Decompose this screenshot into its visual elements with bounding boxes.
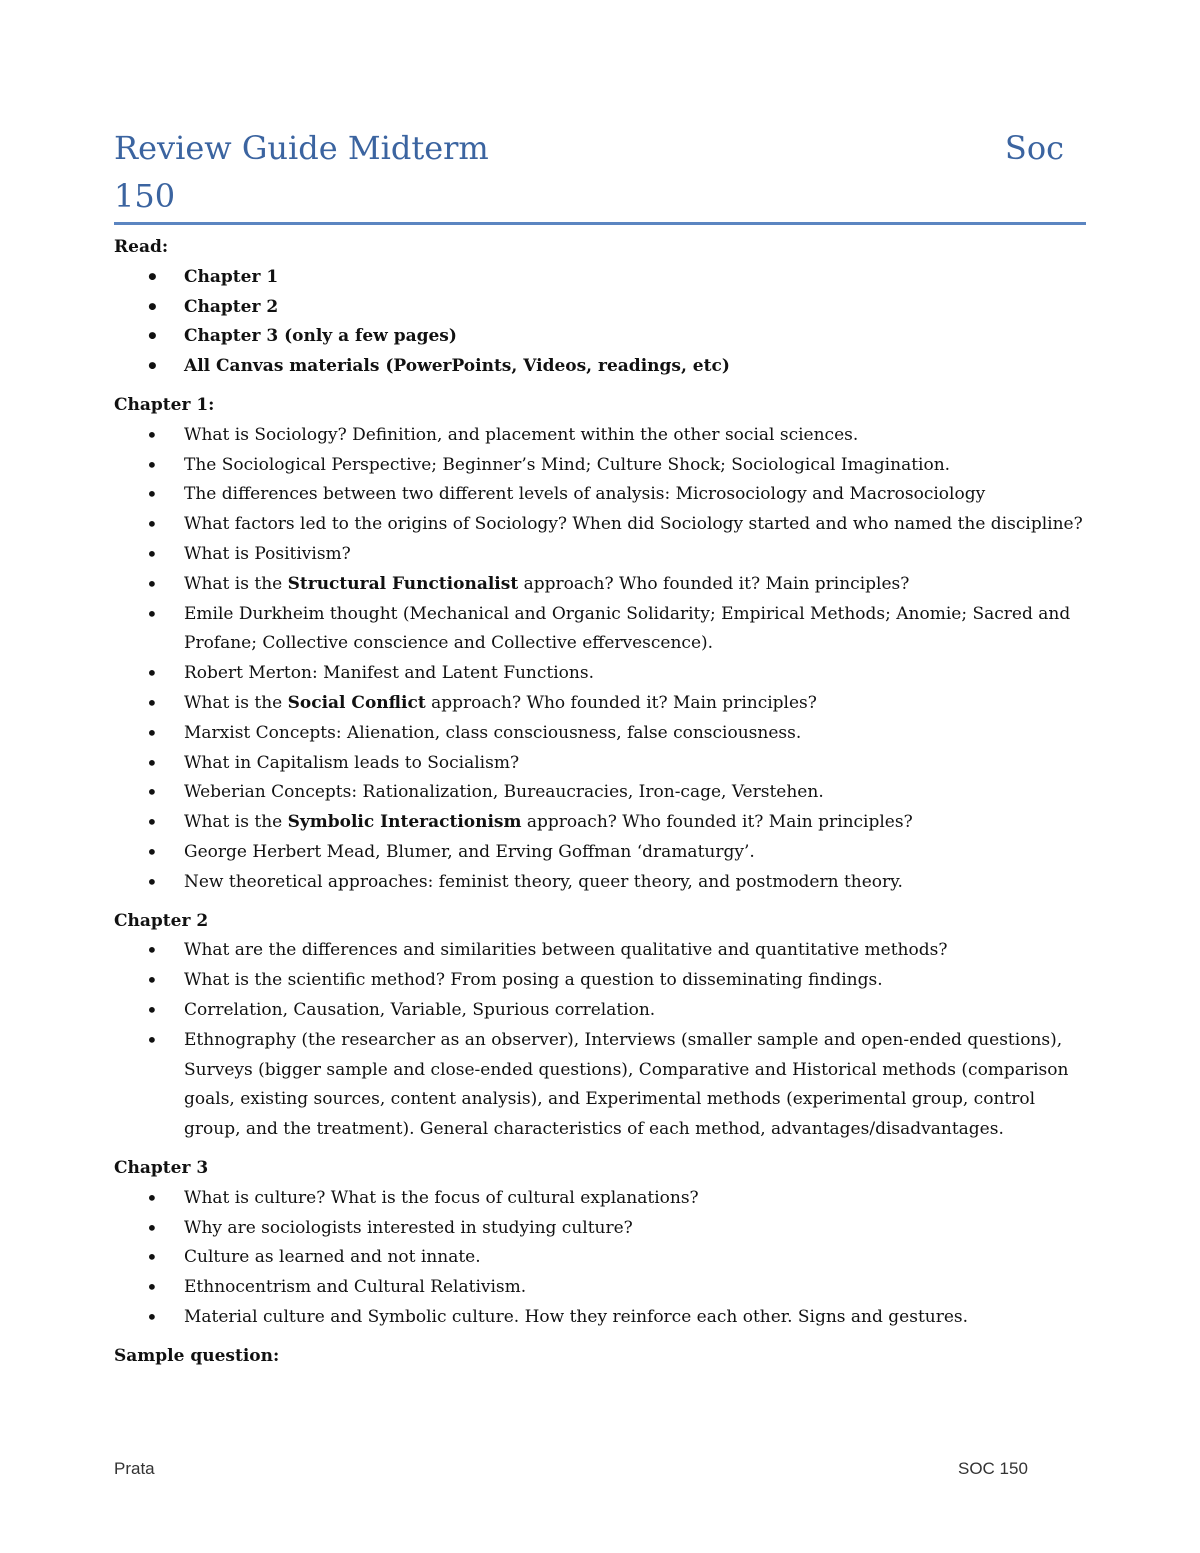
sample-question-heading: Sample question: [114, 1345, 280, 1366]
list-item: • Chapter 3 (only a few pages) [114, 322, 1086, 352]
item-text: What is the [184, 573, 288, 594]
chapter2-list [114, 936, 1086, 1145]
list-item [114, 689, 1086, 719]
chapter1-heading: Chapter 1: [114, 394, 215, 415]
list-item: • What is culture? What is the focus of cultural explanations? [114, 1184, 1086, 1214]
list-item: • What are the differences and similarities between qualitative and quantitative methods? [114, 936, 1086, 966]
title-first-line [114, 124, 1086, 172]
document-title [114, 124, 1086, 225]
item-text: approach? Who founded it? Main principles? [425, 692, 817, 713]
list-item: • Correlation, Causation, Variable, Spurious correlation. [114, 996, 1086, 1026]
symbolic-interactionism-term: Symbolic Interactionism [287, 812, 522, 833]
chapter3-heading: Chapter 3 [114, 1157, 209, 1178]
list-item: • Chapter 2 [114, 293, 1086, 323]
item-text: approach? Who founded it? Main principles? [521, 812, 913, 833]
read-heading: Read: [114, 237, 169, 257]
list-item: • Ethnography (the researcher as an observer), Interviews (smaller sample and open-ended questions), Surveys (bigger sample and close-ended questions), Comparative and Historical methods (comparison goals, existing sources, content analysis), and Experimental methods (experimental group, control group, and the treatment). General characteristics of each method, advantages/disadvantages. [114, 1026, 1086, 1145]
list-item: • George Herbert Mead, Blumer, and Erving Goffman ‘dramaturgy’. [114, 838, 1086, 868]
chapter1-list [114, 421, 1086, 898]
list-item: • What in Capitalism leads to Socialism? [114, 749, 1086, 779]
item-text: What is the [184, 812, 288, 833]
read-list [114, 263, 1086, 382]
list-item: • What is Positivism? [114, 540, 1086, 570]
list-item: • Material culture and Symbolic culture. How they reinforce each other. Signs and gestures. [114, 1303, 1086, 1333]
item-text: approach? Who founded it? Main principles? [518, 573, 910, 594]
list-item: • The differences between two different levels of analysis: Microsociology and Macrosociology [114, 480, 1086, 510]
title-course: Soc [1004, 129, 1064, 167]
footer-course: SOC 150 [958, 1459, 1028, 1478]
title-main: Review Guide Midterm [114, 129, 489, 167]
list-item [114, 570, 1086, 600]
list-item: • New theoretical approaches: feminist theory, queer theory, and postmodern theory. [114, 868, 1086, 898]
chapter3-list [114, 1184, 1086, 1333]
list-item: • Marxist Concepts: Alienation, class consciousness, false consciousness. [114, 719, 1086, 749]
list-item: • Robert Merton: Manifest and Latent Functions. [114, 659, 1086, 689]
list-item: • Why are sociologists interested in studying culture? [114, 1214, 1086, 1244]
item-text: What is the [184, 692, 288, 713]
list-item: • All Canvas materials (PowerPoints, Videos, readings, etc) [114, 352, 1086, 382]
chapter2-heading: Chapter 2 [114, 910, 209, 931]
document-body [114, 233, 1086, 1371]
list-item: • What is Sociology? Definition, and placement within the other social sciences. [114, 421, 1086, 451]
title-course-number: 150 [114, 177, 176, 215]
list-item: • The Sociological Perspective; Beginner’s Mind; Culture Shock; Sociological Imagination. [114, 451, 1086, 481]
list-item: • What factors led to the origins of Sociology? When did Sociology started and who named the discipline? [114, 510, 1086, 540]
list-item [114, 808, 1086, 838]
social-conflict-term: Social Conflict [287, 692, 426, 713]
structural-functionalist-term: Structural Functionalist [287, 573, 519, 594]
list-item: • Weberian Concepts: Rationalization, Bureaucracies, Iron-cage, Verstehen. [114, 778, 1086, 808]
list-item: • Chapter 1 [114, 263, 1086, 293]
list-item: • Ethnocentrism and Cultural Relativism. [114, 1273, 1086, 1303]
list-item: • Culture as learned and not innate. [114, 1243, 1086, 1273]
list-item: • What is the scientific method? From posing a question to disseminating findings. [114, 966, 1086, 996]
footer-author: Prata [114, 1459, 155, 1478]
list-item: • Emile Durkheim thought (Mechanical and Organic Solidarity; Empirical Methods; Anomie; Sacred and Profane; Collective conscience and Collective effervescence). [114, 600, 1086, 660]
